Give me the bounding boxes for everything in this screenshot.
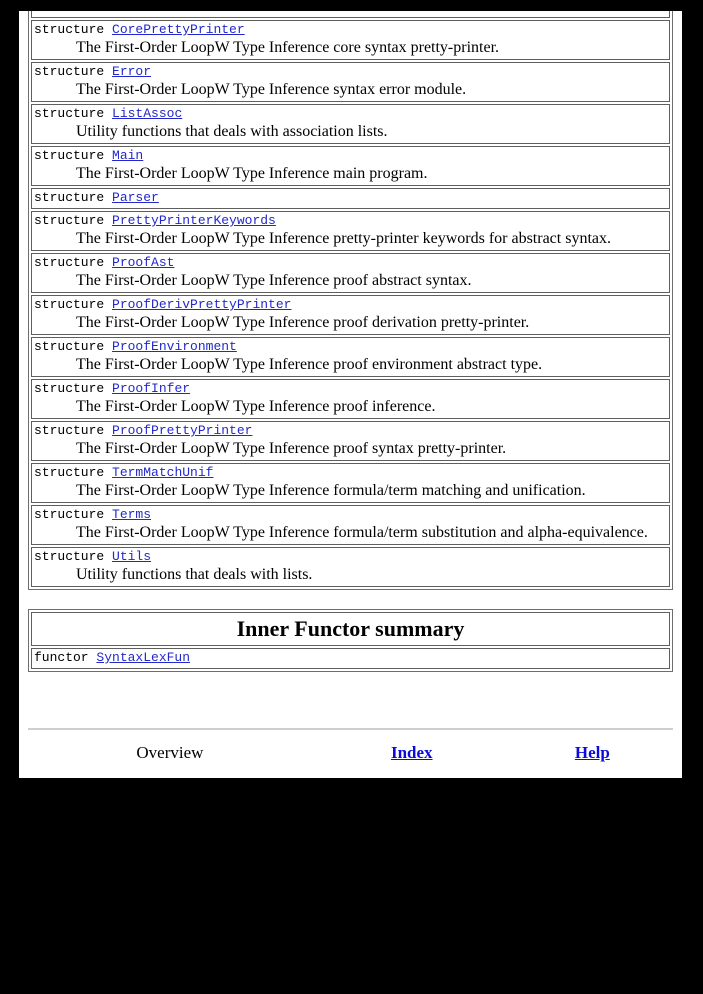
structure-description: The First-Order LoopW Type Inference main program. — [76, 165, 428, 182]
structure-keyword: structure — [34, 465, 105, 480]
functor-summary-header-row — [31, 612, 670, 646]
structure-cell — [31, 547, 670, 587]
structure-row — [31, 188, 670, 209]
structure-declaration — [34, 190, 667, 206]
structure-row — [31, 146, 670, 186]
inner-functor-summary-title: Inner Functor summary — [31, 612, 670, 646]
structure-description: The First-Order LoopW Type Inference formula/term matching and unification. — [76, 482, 586, 499]
structure-description: The First-Order LoopW Type Inference pretty-printer keywords for abstract syntax. — [76, 230, 611, 247]
structure-declaration — [34, 255, 667, 271]
structure-keyword: structure — [34, 64, 105, 79]
clipped-row-fragment — [31, 11, 670, 18]
structure-keyword: structure — [34, 423, 105, 438]
structure-row — [31, 104, 670, 144]
structure-row — [31, 295, 670, 335]
structure-declaration — [34, 297, 667, 313]
structure-link[interactable]: ProofInfer — [112, 381, 191, 396]
inner-functor-summary-table — [28, 609, 673, 672]
structure-cell — [31, 379, 670, 419]
structure-declaration — [34, 465, 667, 481]
structure-cell — [31, 62, 670, 102]
functor-keyword: functor — [34, 650, 89, 665]
structure-link[interactable]: TermMatchUnif — [112, 465, 214, 480]
structure-row — [31, 253, 670, 293]
structure-cell — [31, 211, 670, 251]
structure-description: The First-Order LoopW Type Inference proof environment abstract type. — [76, 356, 543, 373]
structure-declaration — [34, 64, 667, 80]
structure-description: The First-Order LoopW Type Inference proof inference. — [76, 398, 436, 415]
structure-link[interactable]: Main — [112, 148, 144, 163]
structure-description: The First-Order LoopW Type Inference proof derivation pretty-printer. — [76, 314, 530, 331]
functor-table-body — [31, 612, 670, 669]
functor-link[interactable]: SyntaxLexFun — [96, 650, 191, 665]
structure-link[interactable]: ProofPrettyPrinter — [112, 423, 253, 438]
structure-keyword: structure — [34, 507, 105, 522]
structure-row — [31, 20, 670, 60]
structure-declaration — [34, 213, 667, 229]
structure-cell — [31, 463, 670, 503]
structure-keyword: structure — [34, 22, 105, 37]
structure-keyword: structure — [34, 381, 105, 396]
structure-cell — [31, 253, 670, 293]
structure-row — [31, 211, 670, 251]
structure-link[interactable]: Parser — [112, 190, 159, 205]
structure-declaration — [34, 339, 667, 355]
structure-description: The First-Order LoopW Type Inference proof syntax pretty-printer. — [76, 440, 507, 457]
structure-cell — [31, 20, 670, 60]
structure-description: The First-Order LoopW Type Inference formula/term substitution and alpha-equivalence. — [76, 524, 648, 541]
structure-row — [31, 421, 670, 461]
structure-cell — [31, 337, 670, 377]
structure-link[interactable]: Terms — [112, 507, 152, 522]
structure-link[interactable]: ProofAst — [112, 255, 175, 270]
footer-nav — [28, 743, 673, 763]
structure-description: The First-Order LoopW Type Inference proof abstract syntax. — [76, 272, 472, 289]
structure-keyword: structure — [34, 213, 105, 228]
structure-cell — [31, 505, 670, 545]
structure-keyword: structure — [34, 255, 105, 270]
footer-overview-label: Overview — [136, 743, 204, 762]
structure-row — [31, 379, 670, 419]
structure-row — [31, 547, 670, 587]
structure-keyword: structure — [34, 190, 105, 205]
structure-description: The First-Order LoopW Type Inference core syntax pretty-printer. — [76, 39, 500, 56]
footer-cell-help — [512, 743, 673, 763]
structure-declaration — [34, 507, 667, 523]
structure-cell — [31, 188, 670, 209]
structure-keyword: structure — [34, 549, 105, 564]
structure-declaration — [34, 549, 667, 565]
structure-declaration — [34, 423, 667, 439]
structure-declaration — [34, 148, 667, 164]
structure-declaration — [34, 381, 667, 397]
functor-cell — [31, 648, 670, 669]
footer-cell-index — [312, 743, 512, 763]
structure-row — [31, 62, 670, 102]
structure-declaration — [34, 106, 667, 122]
structure-link[interactable]: CorePrettyPrinter — [112, 22, 245, 37]
structure-keyword: structure — [34, 106, 105, 121]
structure-link[interactable]: PrettyPrinterKeywords — [112, 213, 276, 228]
footer-index-link[interactable]: Index — [390, 743, 433, 762]
footer-help-link[interactable]: Help — [574, 743, 610, 762]
document-page — [19, 11, 682, 778]
structure-description: Utility functions that deals with association lists. — [76, 123, 388, 140]
structure-keyword: structure — [34, 148, 105, 163]
structure-keyword: structure — [34, 297, 105, 312]
structure-link[interactable]: ProofDerivPrettyPrinter — [112, 297, 292, 312]
functor-row — [31, 648, 670, 669]
functor-declaration — [34, 650, 667, 666]
structure-description: The First-Order LoopW Type Inference syntax error module. — [76, 81, 467, 98]
structure-row — [31, 505, 670, 545]
clipped-row-cell — [31, 11, 670, 18]
footer-cell-overview — [28, 743, 312, 763]
structure-cell — [31, 295, 670, 335]
structure-row — [31, 463, 670, 503]
structure-cell — [31, 146, 670, 186]
structure-link[interactable]: Error — [112, 64, 152, 79]
structure-cell — [31, 421, 670, 461]
structure-row — [31, 337, 670, 377]
structure-link[interactable]: Utils — [112, 549, 152, 564]
structure-keyword: structure — [34, 339, 105, 354]
structure-description: Utility functions that deals with lists. — [76, 566, 313, 583]
structure-declaration — [34, 22, 667, 38]
structure-table-body — [31, 11, 670, 587]
structure-link[interactable]: ProofEnvironment — [112, 339, 237, 354]
footer-divider — [28, 728, 673, 730]
structure-link[interactable]: ListAssoc — [112, 106, 183, 121]
structure-cell — [31, 104, 670, 144]
structure-summary-table — [28, 11, 673, 590]
